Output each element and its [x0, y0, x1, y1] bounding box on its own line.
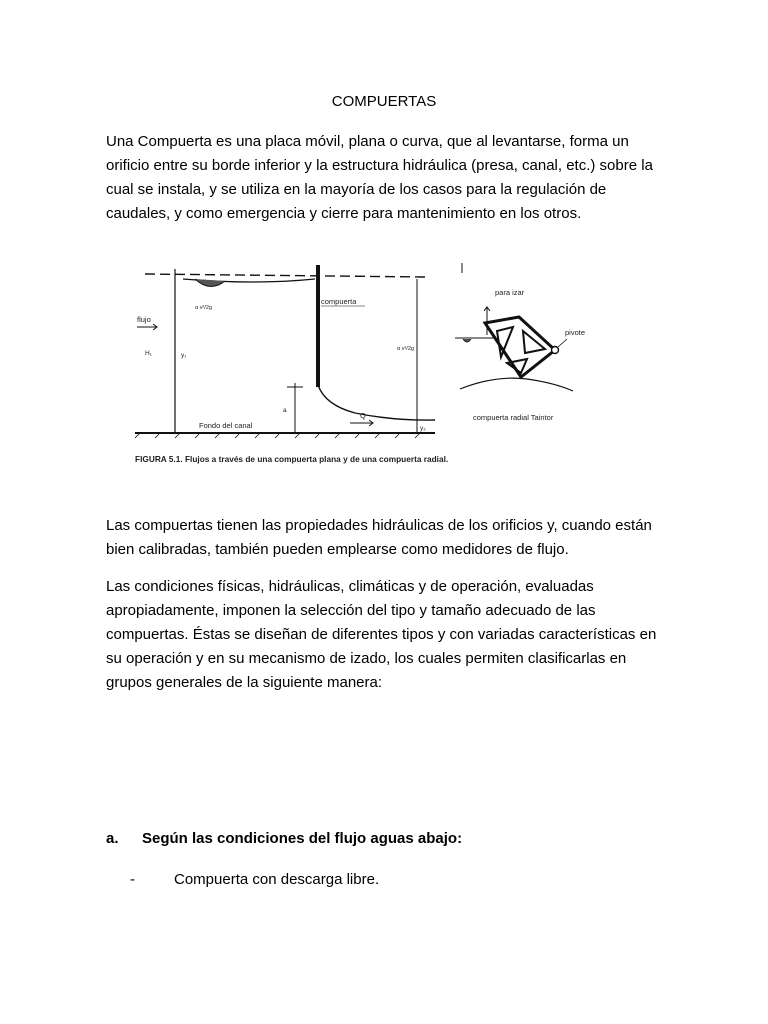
flow-arrow	[137, 324, 157, 330]
list-item	[130, 871, 379, 888]
paragraph-2: Las compuertas tienen las propiedades hidráulicas de los orificios y, cuando están bien calibradas, también pueden emplearse como medidores de flujo.	[106, 517, 652, 558]
radial-gate-frame	[485, 317, 555, 377]
energy-depth-label: H₁	[145, 350, 152, 357]
section-a-heading	[106, 830, 462, 847]
radial-gate-label: compuerta radial Taintor	[473, 413, 554, 422]
pivot-icon	[552, 347, 559, 354]
figure-caption: FIGURA 5.1. Flujos a través de una compuerta plana y de una compuerta radial.	[135, 454, 449, 464]
figure-5-1	[135, 255, 635, 470]
downstream-depth-label: y₂	[420, 425, 426, 432]
opening-label: a	[283, 407, 287, 414]
list-dash: -	[130, 871, 135, 888]
bed-label: Fondo del canal	[199, 421, 253, 430]
discharge-label: Q	[360, 411, 366, 420]
pivot-label: pivote	[565, 328, 586, 337]
energy-line	[145, 274, 425, 277]
gate-flow-diagram	[135, 255, 635, 470]
discharge-arrow	[350, 420, 373, 426]
page-title: COMPUERTAS	[331, 93, 437, 110]
upstream-velocity-head-label: α v²/2g	[195, 305, 212, 311]
radial-channel-bed	[460, 378, 573, 391]
list-item-text: Compuerta con descarga libre.	[174, 871, 380, 888]
downstream-velocity-head-label: α v²/2g	[397, 346, 414, 352]
paragraph-3: Las condiciones físicas, hidráulicas, climáticas y de operación, evaluadas apropiadamente, imponen la selección del tipo y tamaño adecuado de las compuertas. Éstas se diseñan de diferentes tipos y con variadas características en su operación y en su mecanismo de izado, los cuales permiten clasificarlas en grupos generales de la siguiente manera:	[106, 578, 657, 691]
section-letter: a.	[106, 830, 119, 847]
upstream-depth-label: y₁	[181, 352, 187, 359]
section-heading-text: Según las condiciones del flujo aguas abajo:	[142, 830, 463, 847]
flow-label: flujo	[137, 315, 151, 324]
gate-label: compuerta	[321, 297, 357, 306]
intro-paragraph: Una Compuerta es una placa móvil, plana o curva, que al levantarse, forma un orificio entre su borde inferior y la estructura hidráulica (presa, canal, etc.) sobre la cual se instala, y se utiliza en la mayoría de los casos para la regulación de caudales, y como emergencia y cierre para mantenimiento en los otros.	[106, 133, 653, 222]
lift-label: para izar	[495, 288, 525, 297]
water-surface-symbol	[195, 279, 225, 287]
